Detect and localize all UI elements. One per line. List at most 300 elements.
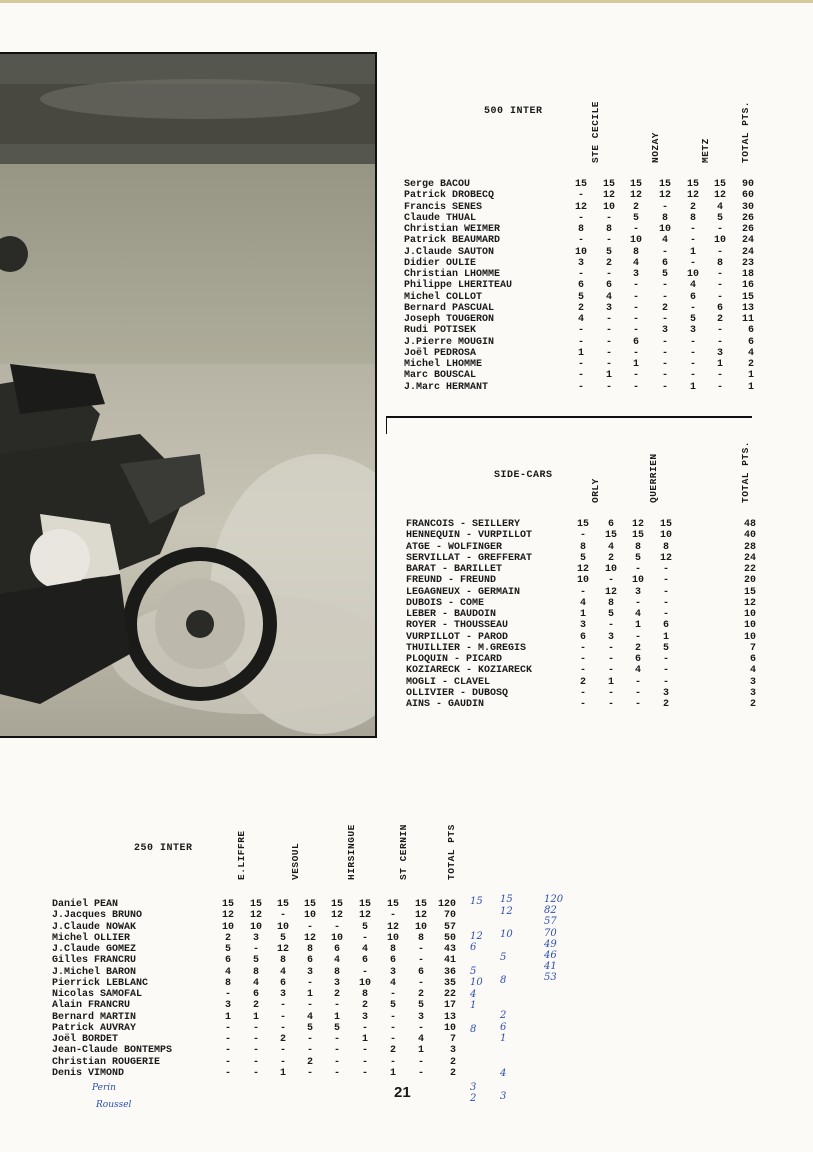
points-cell: 4 bbox=[716, 201, 723, 213]
points-cell: 8 bbox=[662, 541, 669, 553]
points-cell: - bbox=[689, 347, 696, 359]
table-500-row bbox=[404, 258, 756, 269]
points-cell: - bbox=[607, 642, 614, 654]
points-cell: 2 bbox=[605, 257, 612, 269]
total-points-cell: 6 bbox=[749, 654, 756, 665]
points-cell: 10 bbox=[330, 932, 343, 944]
total-points-cell: 48 bbox=[743, 519, 756, 530]
points-cell: - bbox=[224, 1034, 231, 1045]
points-cell: - bbox=[577, 359, 584, 370]
handwritten-note: 8 bbox=[470, 1023, 477, 1035]
points-cell: - bbox=[306, 921, 313, 933]
points-cell: - bbox=[661, 370, 668, 382]
points-cell: 8 bbox=[333, 966, 340, 978]
points-cell: 1 bbox=[689, 381, 696, 393]
total-points-cell: 10 bbox=[743, 609, 756, 620]
total-points-cell: 26 bbox=[741, 212, 754, 224]
handwritten-name-1: Perin bbox=[92, 1083, 116, 1093]
total-points-cell: 7 bbox=[749, 642, 756, 654]
points-cell: - bbox=[224, 1056, 231, 1068]
points-cell: 6 bbox=[306, 955, 313, 967]
points-cell: - bbox=[634, 564, 641, 575]
points-cell: 8 bbox=[224, 977, 231, 989]
total-points-cell: 90 bbox=[741, 179, 754, 190]
points-cell: 12 bbox=[658, 190, 671, 202]
points-cell: 12 bbox=[276, 944, 289, 955]
points-cell: 10 bbox=[414, 921, 427, 933]
points-cell: - bbox=[689, 235, 696, 247]
table-500-header-metz: METZ bbox=[700, 138, 711, 163]
points-cell: - bbox=[361, 932, 368, 944]
table-500-row bbox=[404, 370, 756, 381]
points-cell: 6 bbox=[607, 519, 614, 530]
points-cell: - bbox=[579, 654, 586, 665]
points-cell: 1 bbox=[579, 609, 586, 620]
points-cell: - bbox=[333, 1056, 340, 1068]
competitor-name: Christian LHOMME bbox=[404, 269, 501, 280]
table-side-row bbox=[406, 598, 756, 609]
points-cell: 4 bbox=[417, 1034, 424, 1045]
points-cell: 4 bbox=[632, 257, 639, 269]
points-cell: 2 bbox=[306, 1056, 313, 1068]
points-cell: 6 bbox=[632, 336, 639, 348]
competitor-name: HENNEQUIN - VURPILLOT bbox=[406, 530, 533, 542]
points-cell: - bbox=[632, 381, 639, 393]
points-cell: - bbox=[577, 381, 584, 393]
points-cell: - bbox=[306, 1045, 313, 1057]
points-cell: - bbox=[333, 1000, 340, 1012]
points-cell: 2 bbox=[607, 552, 614, 564]
points-cell: - bbox=[607, 575, 614, 587]
points-cell: - bbox=[579, 530, 586, 542]
points-cell: 15 bbox=[303, 899, 316, 910]
table-500-row bbox=[404, 224, 756, 235]
total-points-cell: 4 bbox=[749, 665, 756, 677]
total-points-cell: 6 bbox=[747, 336, 754, 348]
table-250-row bbox=[52, 1023, 464, 1034]
total-points-cell: 11 bbox=[741, 314, 754, 325]
table-250-title: 250 INTER bbox=[134, 843, 193, 854]
points-cell: 15 bbox=[221, 899, 234, 910]
total-points-cell: 3 bbox=[449, 1045, 456, 1057]
points-cell: 12 bbox=[631, 519, 644, 530]
points-cell: - bbox=[689, 336, 696, 348]
points-cell: 5 bbox=[252, 955, 259, 967]
points-cell: 10 bbox=[386, 932, 399, 944]
points-cell: - bbox=[333, 921, 340, 933]
points-cell: - bbox=[306, 1034, 313, 1045]
points-cell: 6 bbox=[577, 280, 584, 292]
competitor-name: Patrick BEAUMARD bbox=[404, 235, 501, 247]
competitor-name: Michel OLLIER bbox=[52, 932, 131, 944]
points-cell: - bbox=[579, 687, 586, 699]
handwritten-note: 120 bbox=[544, 894, 564, 905]
total-points-cell: 12 bbox=[743, 597, 756, 609]
points-cell: 12 bbox=[629, 190, 642, 202]
competitor-name: Philippe LHERITEAU bbox=[404, 280, 513, 292]
points-cell: 6 bbox=[279, 977, 286, 989]
points-cell: 4 bbox=[333, 955, 340, 967]
points-cell: 15 bbox=[576, 519, 589, 530]
competitor-name: FRANCOIS - SEILLERY bbox=[406, 519, 521, 530]
points-cell: 12 bbox=[659, 552, 672, 564]
points-cell: 5 bbox=[632, 212, 639, 224]
points-cell: - bbox=[252, 1034, 259, 1045]
points-cell: 8 bbox=[607, 597, 614, 609]
points-cell: 5 bbox=[361, 921, 368, 933]
competitor-name: Alain FRANCRU bbox=[52, 1000, 131, 1012]
points-cell: 8 bbox=[361, 989, 368, 1000]
points-cell: 2 bbox=[661, 302, 668, 314]
total-points-cell: 13 bbox=[741, 302, 754, 314]
points-cell: - bbox=[224, 1022, 231, 1034]
competitor-name: J.Marc HERMANT bbox=[404, 381, 489, 393]
total-points-cell: 13 bbox=[443, 1011, 456, 1023]
points-cell: - bbox=[662, 564, 669, 575]
total-points-cell: 20 bbox=[743, 575, 756, 587]
points-cell: 2 bbox=[224, 932, 231, 944]
total-points-cell: 23 bbox=[741, 257, 754, 269]
points-cell: - bbox=[605, 314, 612, 325]
points-cell: 8 bbox=[389, 944, 396, 955]
points-cell: - bbox=[577, 269, 584, 280]
points-cell: - bbox=[662, 575, 669, 587]
points-cell: 8 bbox=[689, 212, 696, 224]
points-cell: 6 bbox=[716, 302, 723, 314]
points-cell: 6 bbox=[661, 257, 668, 269]
points-cell: 2 bbox=[579, 676, 586, 688]
competitor-name: Rudi POTISEK bbox=[404, 325, 477, 337]
total-points-cell: 120 bbox=[437, 899, 456, 910]
total-points-cell: 35 bbox=[443, 977, 456, 989]
points-cell: 3 bbox=[716, 347, 723, 359]
points-cell: 5 bbox=[634, 552, 641, 564]
points-cell: 10 bbox=[713, 235, 726, 247]
points-cell: - bbox=[632, 325, 639, 337]
points-cell: 2 bbox=[634, 642, 641, 654]
total-points-cell: 4 bbox=[747, 347, 754, 359]
points-cell: 4 bbox=[279, 966, 286, 978]
handwritten-note: 12 bbox=[470, 930, 483, 942]
points-cell: 1 bbox=[716, 359, 723, 370]
table-side-header-total: TOTAL PTS. bbox=[740, 440, 751, 503]
points-cell: - bbox=[689, 257, 696, 269]
points-cell: 2 bbox=[361, 1000, 368, 1012]
points-cell: - bbox=[361, 1067, 368, 1079]
table-side-row bbox=[406, 587, 756, 598]
competitor-name: Serge BACOU bbox=[404, 179, 471, 190]
total-points-cell: 24 bbox=[743, 552, 756, 564]
points-cell: 5 bbox=[306, 1022, 313, 1034]
points-cell: 10 bbox=[629, 235, 642, 247]
competitor-name: SERVILLAT - GREFFERAT bbox=[406, 552, 533, 564]
points-cell: - bbox=[389, 1034, 396, 1045]
handwritten-note: 4 bbox=[500, 1068, 507, 1079]
points-cell: 1 bbox=[605, 370, 612, 382]
table-500-row bbox=[404, 325, 756, 336]
total-points-cell: 2 bbox=[449, 1067, 456, 1079]
points-cell: - bbox=[716, 246, 723, 258]
points-cell: - bbox=[632, 224, 639, 235]
total-points-cell: 16 bbox=[741, 280, 754, 292]
total-points-cell: 1 bbox=[747, 370, 754, 382]
points-cell: - bbox=[716, 224, 723, 235]
points-cell: 2 bbox=[716, 314, 723, 325]
points-cell: 1 bbox=[333, 1011, 340, 1023]
points-cell: - bbox=[252, 944, 259, 955]
points-cell: - bbox=[632, 291, 639, 303]
points-cell: 15 bbox=[249, 899, 262, 910]
points-cell: 10 bbox=[576, 575, 589, 587]
motocross-photo bbox=[0, 52, 377, 738]
points-cell: 12 bbox=[602, 190, 615, 202]
points-cell: 5 bbox=[417, 1000, 424, 1012]
points-cell: 12 bbox=[386, 921, 399, 933]
table-250-row bbox=[52, 955, 464, 966]
points-cell: - bbox=[661, 359, 668, 370]
points-cell: - bbox=[333, 1034, 340, 1045]
competitor-name: Daniel PEAN bbox=[52, 899, 119, 910]
handwritten-note: 10 bbox=[470, 977, 483, 989]
total-points-cell: 17 bbox=[443, 1000, 456, 1012]
points-cell: - bbox=[662, 609, 669, 620]
points-cell: - bbox=[361, 1045, 368, 1057]
table-500-header-ste-cecile: STE CECILE bbox=[590, 100, 601, 163]
points-cell: 5 bbox=[389, 1000, 396, 1012]
table-side-row bbox=[406, 643, 756, 654]
points-cell: 8 bbox=[661, 212, 668, 224]
points-cell: - bbox=[577, 212, 584, 224]
points-cell: - bbox=[605, 347, 612, 359]
competitor-name: Claude THUAL bbox=[404, 212, 477, 224]
table-250-header-st-cernin: ST CERNIN bbox=[398, 824, 409, 880]
points-cell: 2 bbox=[417, 989, 424, 1000]
points-cell: 3 bbox=[252, 932, 259, 944]
section-divider bbox=[387, 416, 752, 418]
table-side-row bbox=[406, 553, 756, 564]
total-points-cell: 60 bbox=[741, 190, 754, 202]
points-cell: - bbox=[607, 620, 614, 632]
competitor-name: Patrick AUVRAY bbox=[52, 1022, 137, 1034]
points-cell: 10 bbox=[303, 910, 316, 922]
points-cell: - bbox=[605, 212, 612, 224]
points-cell: 3 bbox=[634, 586, 641, 598]
table-250-header-vesoul: VESOUL bbox=[290, 842, 301, 880]
points-cell: 5 bbox=[716, 212, 723, 224]
points-cell: - bbox=[605, 325, 612, 337]
handwritten-note: 53 bbox=[544, 972, 557, 984]
total-points-cell: 2 bbox=[749, 699, 756, 710]
points-cell: 15 bbox=[713, 179, 726, 190]
points-cell: - bbox=[417, 944, 424, 955]
points-cell: 12 bbox=[414, 910, 427, 922]
points-cell: 4 bbox=[605, 291, 612, 303]
total-points-cell: 41 bbox=[443, 955, 456, 967]
handwritten-note: 82 bbox=[544, 905, 557, 917]
points-cell: - bbox=[577, 370, 584, 382]
table-250-row bbox=[52, 933, 464, 944]
points-cell: 4 bbox=[579, 597, 586, 609]
points-cell: - bbox=[333, 1045, 340, 1057]
points-cell: - bbox=[279, 1000, 286, 1012]
points-cell: 12 bbox=[303, 932, 316, 944]
total-points-cell: 10 bbox=[743, 631, 756, 643]
points-cell: 3 bbox=[306, 966, 313, 978]
points-cell: 6 bbox=[417, 966, 424, 978]
points-cell: - bbox=[361, 1022, 368, 1034]
points-cell: - bbox=[634, 631, 641, 643]
points-cell: 15 bbox=[686, 179, 699, 190]
points-cell: 8 bbox=[579, 541, 586, 553]
points-cell: 12 bbox=[604, 586, 617, 598]
points-cell: 1 bbox=[689, 246, 696, 258]
handwritten-note: 3 bbox=[470, 1081, 477, 1093]
motocross-photo-illustration bbox=[0, 54, 375, 736]
points-cell: 6 bbox=[662, 620, 669, 632]
handwritten-note: 8 bbox=[500, 975, 507, 987]
table-side-row bbox=[406, 575, 756, 586]
page-top-edge bbox=[0, 0, 813, 3]
table-500-row bbox=[404, 382, 756, 393]
competitor-name: BARAT - BARILLET bbox=[406, 564, 503, 575]
points-cell: 3 bbox=[333, 977, 340, 989]
points-cell: - bbox=[662, 665, 669, 677]
points-cell: 10 bbox=[631, 575, 644, 587]
points-cell: - bbox=[607, 699, 614, 710]
points-cell: 1 bbox=[632, 359, 639, 370]
points-cell: 3 bbox=[577, 257, 584, 269]
handwritten-note: 15 bbox=[470, 896, 483, 907]
total-points-cell: 70 bbox=[443, 910, 456, 922]
points-cell: - bbox=[605, 235, 612, 247]
points-cell: 15 bbox=[631, 530, 644, 542]
total-points-cell: 22 bbox=[743, 564, 756, 575]
total-points-cell: 10 bbox=[743, 620, 756, 632]
points-cell: 15 bbox=[659, 519, 672, 530]
competitor-name: OLLIVIER - DUBOSQ bbox=[406, 687, 509, 699]
points-cell: 10 bbox=[659, 530, 672, 542]
points-cell: - bbox=[607, 687, 614, 699]
points-cell: - bbox=[389, 1056, 396, 1068]
points-cell: 8 bbox=[252, 966, 259, 978]
table-side-row bbox=[406, 632, 756, 643]
points-cell: 1 bbox=[224, 1011, 231, 1023]
points-cell: - bbox=[661, 336, 668, 348]
points-cell: - bbox=[279, 1011, 286, 1023]
table-side-title: SIDE-CARS bbox=[494, 470, 553, 481]
points-cell: - bbox=[662, 586, 669, 598]
points-cell: - bbox=[661, 291, 668, 303]
points-cell: 15 bbox=[330, 899, 343, 910]
table-side-row bbox=[406, 519, 756, 530]
points-cell: 10 bbox=[604, 564, 617, 575]
table-500-row bbox=[404, 247, 756, 258]
points-cell: 5 bbox=[577, 291, 584, 303]
points-cell: - bbox=[605, 336, 612, 348]
points-cell: 6 bbox=[605, 280, 612, 292]
handwritten-note: 10 bbox=[500, 928, 513, 940]
points-cell: 15 bbox=[629, 179, 642, 190]
table-500-row bbox=[404, 179, 756, 190]
points-cell: 15 bbox=[358, 899, 371, 910]
table-side-row bbox=[406, 530, 756, 541]
points-cell: - bbox=[389, 989, 396, 1000]
competitor-name: ROYER - THOUSSEAU bbox=[406, 620, 509, 632]
points-cell: 2 bbox=[689, 201, 696, 213]
points-cell: 1 bbox=[252, 1011, 259, 1023]
table-250-row bbox=[52, 922, 464, 933]
competitor-name: Jean-Claude BONTEMPS bbox=[52, 1045, 173, 1057]
table-side-row bbox=[406, 665, 756, 676]
table-250-header-hirsingue: HIRSINGUE bbox=[346, 824, 357, 880]
total-points-cell: 1 bbox=[747, 381, 754, 393]
points-cell: - bbox=[662, 597, 669, 609]
table-500-row bbox=[404, 337, 756, 348]
points-cell: 6 bbox=[333, 944, 340, 955]
table-500-row bbox=[404, 190, 756, 201]
points-cell: 4 bbox=[224, 966, 231, 978]
points-cell: - bbox=[661, 280, 668, 292]
table-side-header-orly: ORLY bbox=[590, 478, 601, 503]
points-cell: 1 bbox=[279, 1067, 286, 1079]
points-cell: - bbox=[252, 1045, 259, 1057]
points-cell: - bbox=[417, 955, 424, 967]
total-points-cell: 22 bbox=[443, 989, 456, 1000]
competitor-name: LEBER - BAUDOIN bbox=[406, 609, 497, 620]
points-cell: - bbox=[252, 1067, 259, 1079]
points-cell: 5 bbox=[579, 552, 586, 564]
points-cell: 1 bbox=[577, 347, 584, 359]
points-cell: - bbox=[634, 687, 641, 699]
handwritten-note: 5 bbox=[500, 952, 507, 963]
points-cell: 3 bbox=[689, 325, 696, 337]
total-points-cell: 3 bbox=[749, 676, 756, 688]
points-cell: 6 bbox=[689, 291, 696, 303]
competitor-name: VURPILLOT - PAROD bbox=[406, 631, 509, 643]
points-cell: - bbox=[607, 654, 614, 665]
points-cell: 6 bbox=[361, 955, 368, 967]
total-points-cell: 2 bbox=[449, 1056, 456, 1068]
points-cell: 8 bbox=[577, 224, 584, 235]
points-cell: - bbox=[577, 336, 584, 348]
competitor-name: Didier OULIE bbox=[404, 257, 477, 269]
points-cell: - bbox=[579, 642, 586, 654]
points-cell: 3 bbox=[632, 269, 639, 280]
total-points-cell: 28 bbox=[743, 541, 756, 553]
points-cell: - bbox=[632, 370, 639, 382]
competitor-name: FREUND - FREUND bbox=[406, 575, 497, 587]
points-cell: - bbox=[632, 302, 639, 314]
table-250-row bbox=[52, 899, 464, 910]
points-cell: - bbox=[634, 676, 641, 688]
competitor-name: Joël PEDROSA bbox=[404, 347, 477, 359]
points-cell: 1 bbox=[662, 631, 669, 643]
points-cell: 5 bbox=[661, 269, 668, 280]
points-cell: - bbox=[661, 246, 668, 258]
table-side-row bbox=[406, 620, 756, 631]
points-cell: - bbox=[689, 302, 696, 314]
points-cell: 6 bbox=[389, 955, 396, 967]
points-cell: 8 bbox=[634, 541, 641, 553]
handwritten-note: 6 bbox=[470, 942, 477, 954]
competitor-name: Bernard MARTIN bbox=[52, 1011, 137, 1023]
total-points-cell: 3 bbox=[749, 687, 756, 699]
competitor-name: Christian ROUGERIE bbox=[52, 1056, 161, 1068]
points-cell: - bbox=[224, 1067, 231, 1079]
points-cell: 4 bbox=[361, 944, 368, 955]
table-500 bbox=[404, 179, 756, 394]
points-cell: - bbox=[689, 359, 696, 370]
